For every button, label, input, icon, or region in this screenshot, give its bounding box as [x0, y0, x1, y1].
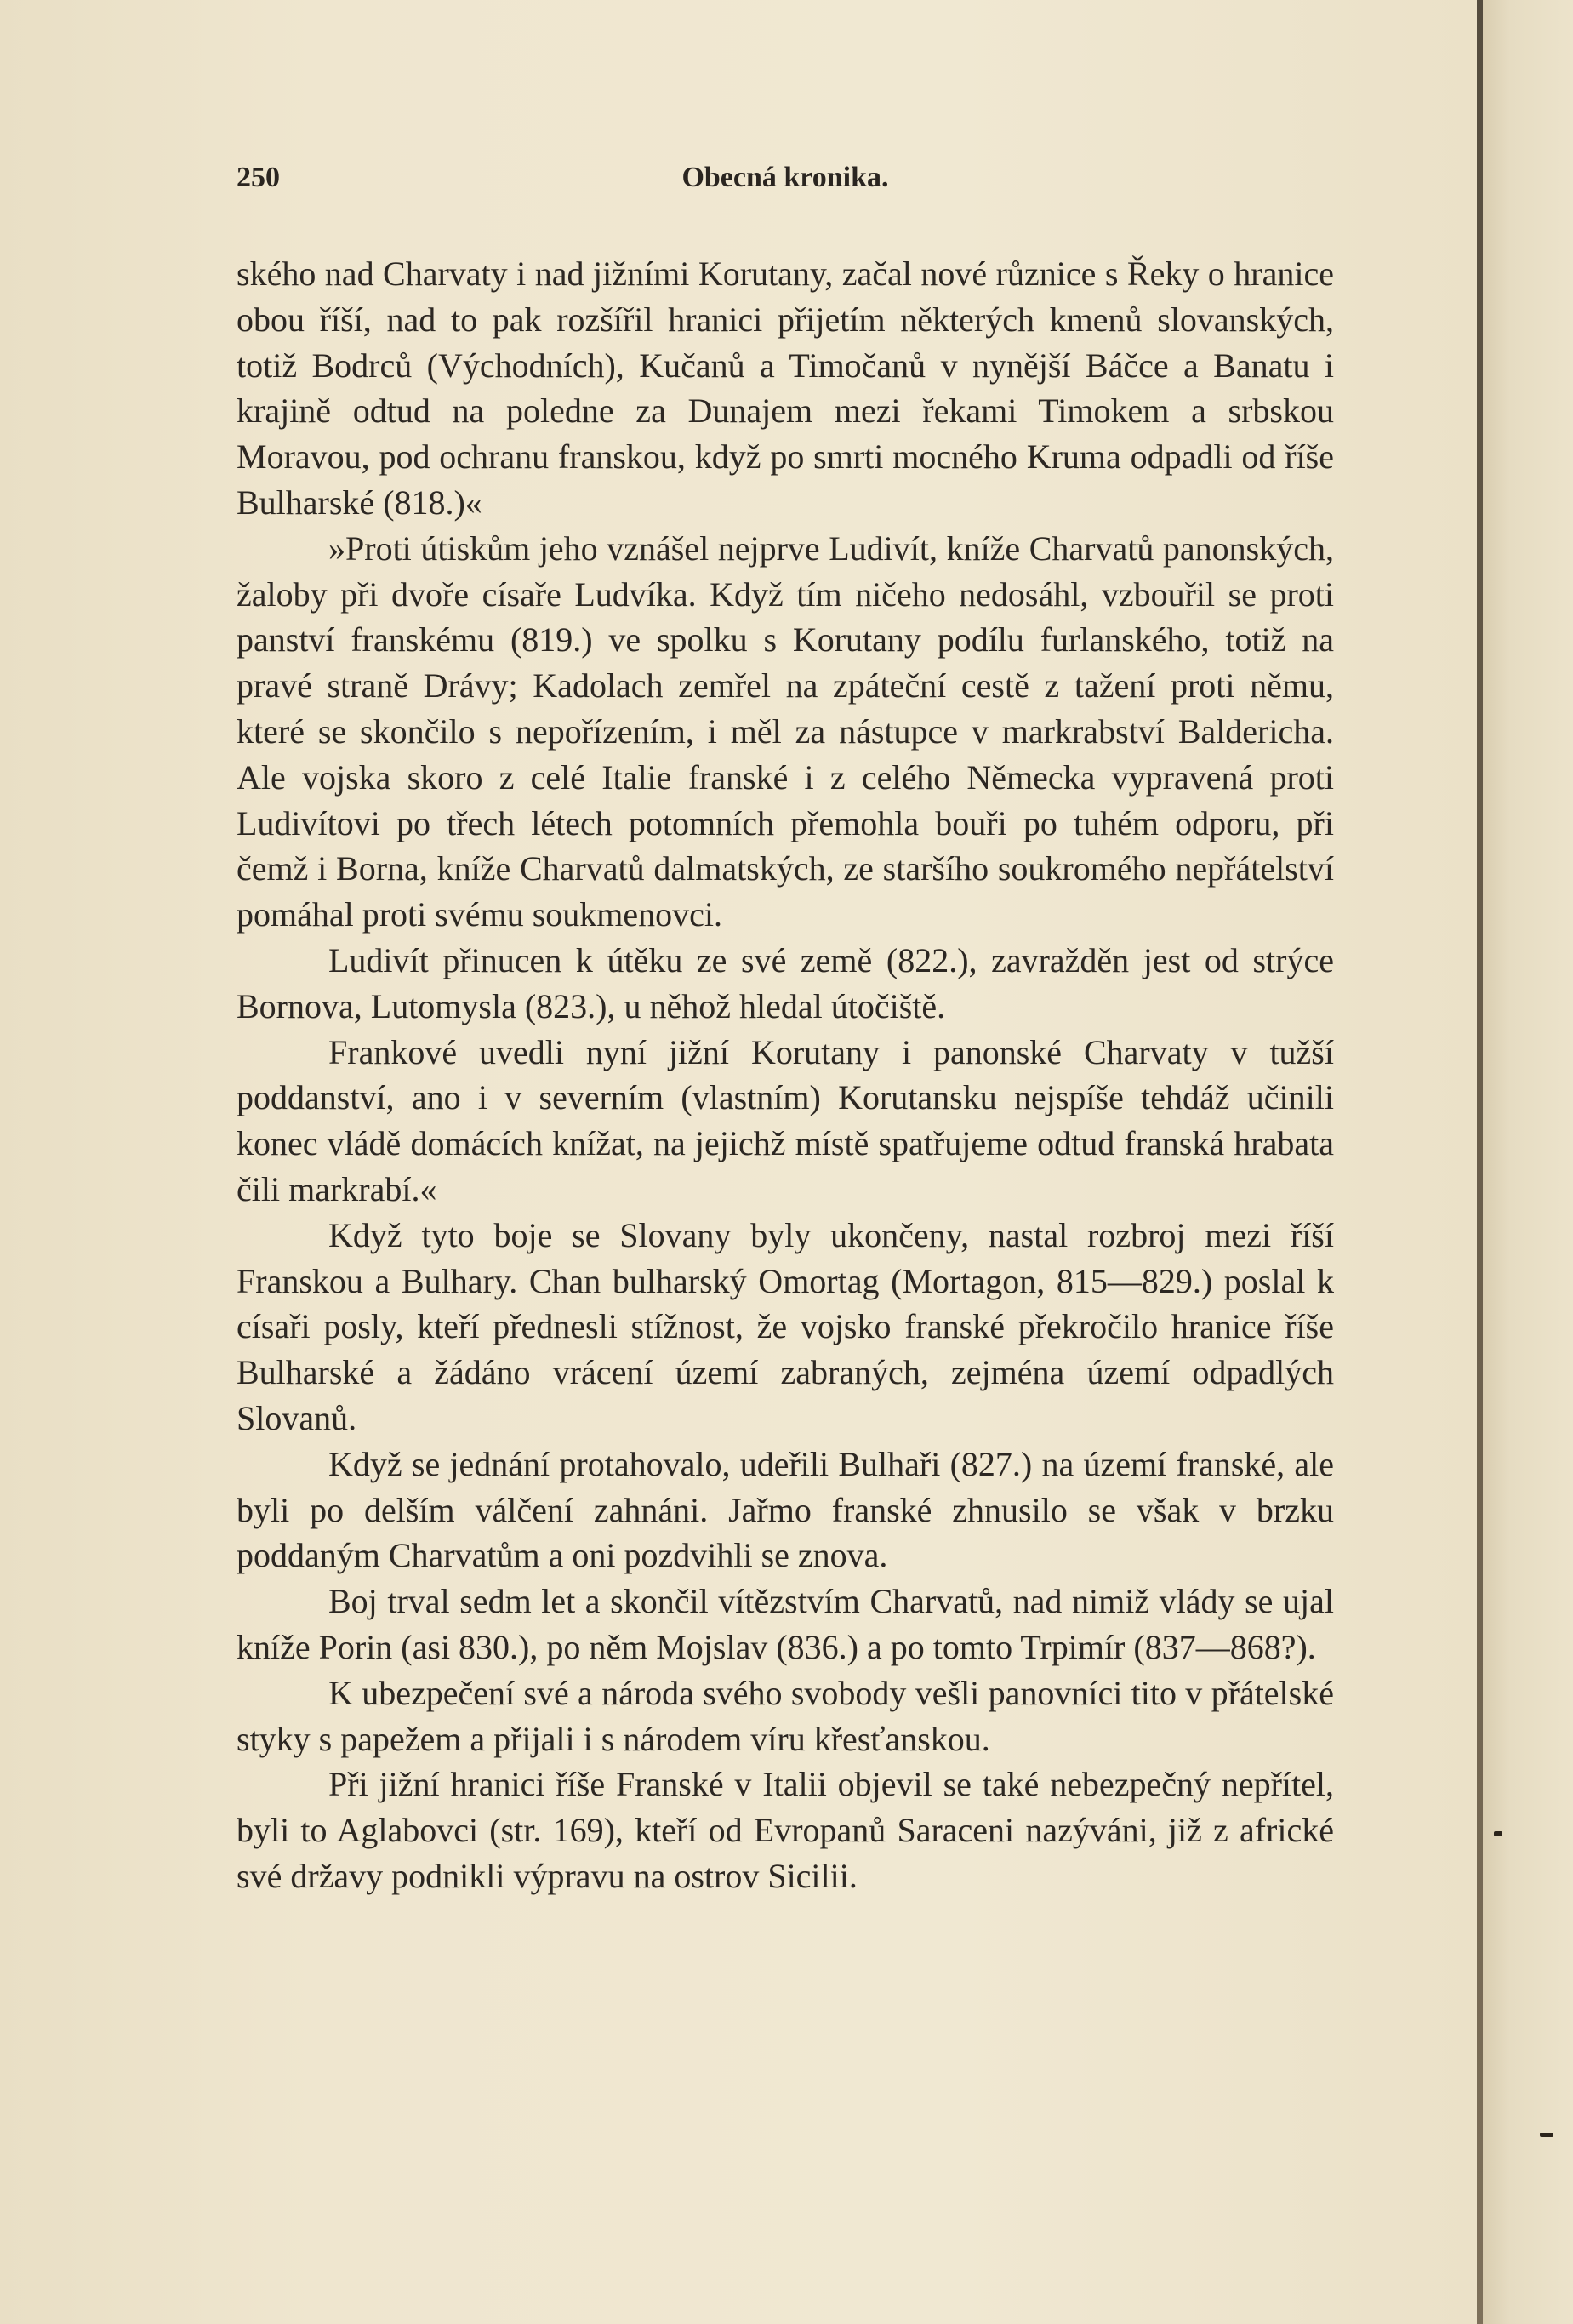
running-title: Obecná kronika.: [681, 162, 889, 193]
paragraph: Boj trval sedm let a skončil vítězstvím Charvatů, nad nimiž vlády se ujal kníže Porin (asi 830.), po něm Mojslav (836.) a po tomto Trpimír (837—868?).: [237, 1582, 1334, 1666]
binding-edge: [1477, 0, 1483, 2324]
body-text: [237, 251, 1334, 1899]
paragraph: Frankové uvedli nyní jižní Korutany i panonské Charvaty v tužší poddanství, ano i v severním (vlastním) Korutansku nejspíše tehdáž učinili konec vládě domácích knížat, na jejichž místě spatřujeme odtud franská hrabata čili markrabí.«: [237, 1032, 1334, 1208]
paragraph: Ludivít přinucen k útěku ze své země (822.), zavražděn jest od strýce Bornova, Lutomysla (823.), u něhož hledal útočiště.: [237, 940, 1334, 1025]
edge-mark: [1540, 2133, 1553, 2137]
paragraph: Při jižní hranici říše Franské v Italii objevil se také nebezpečný nepřítel, byli to Aglabovci (str. 169), kteří od Evropanů Saraceni nazýváni, již z africké své državy podnikli výpravu na ostrov Sicilii.: [237, 1765, 1334, 1895]
paragraph: K ubezpečení své a národa svého svobody vešli panovníci tito v přátelské styky s papežem a přijali i s národem víru křesťanskou.: [237, 1673, 1334, 1758]
page-header: [237, 162, 1334, 206]
paragraph: Když tyto boje se Slovany byly ukončeny, nastal rozbroj mezi říší Franskou a Bulhary. Chan bulharský Omortag (Mortagon, 815—829.) poslal k císaři posly, kteří přednesli stížnost, že vojsko franské překročilo hranice říše Bulharské a žádáno vrácení území zabraných, zejména území odpadlých Slovanů.: [237, 1215, 1334, 1437]
edge-mark: [1494, 1831, 1502, 1836]
paragraph: Když se jednání protahovalo, udeřili Bulhaři (827.) na území franské, ale byli po delším válčení zahnáni. Jařmo franské zhnusilo se však v brzku poddaným Charvatům a oni pozdvihli se znova.: [237, 1444, 1334, 1575]
page-number: 250: [237, 162, 280, 193]
paragraph: ského nad Charvaty i nad jižními Korutany, začal nové různice s Řeky o hranice obou říší, nad to pak rozšířil hranici přijetím některých kmenů slovanských, totiž Bodrců (Východních), Kučanů a Timočanů v nynější Báčce a Banatu i krajině odtud na poledne za Dunajem mezi řekami Timokem a srbskou Moravou, pod ochranu franskou, když po smrti mocného Kruma odpadli od říše Bulharské (818.)«: [237, 254, 1334, 522]
binding-shadow: [1483, 0, 1573, 2324]
paragraph: »Proti útiskům jeho vznášel nejprve Ludivít, kníže Charvatů panonských, žaloby při dvoře císaře Ludvíka. Když tím ničeho nedosáhl, vzbouřil se proti panství franskému (819.) ve spolku s Korutany podílu furlanského, totiž na pravé straně Drávy; Kadolach zemřel na zpáteční cestě z tažení proti němu, které se skončilo s nepořízením, i měl za nástupce v markrabství Baldericha. Ale vojska skoro z celé Italie franské i z celého Německa vypravená proti Ludivítovi po třech létech potomních přemohla bouři po tuhém odporu, při čemž i Borna, kníže Charvatů dalmatských, ze staršího soukromého nepřátelství pomáhal proti svému soukmenovci.: [237, 528, 1334, 934]
